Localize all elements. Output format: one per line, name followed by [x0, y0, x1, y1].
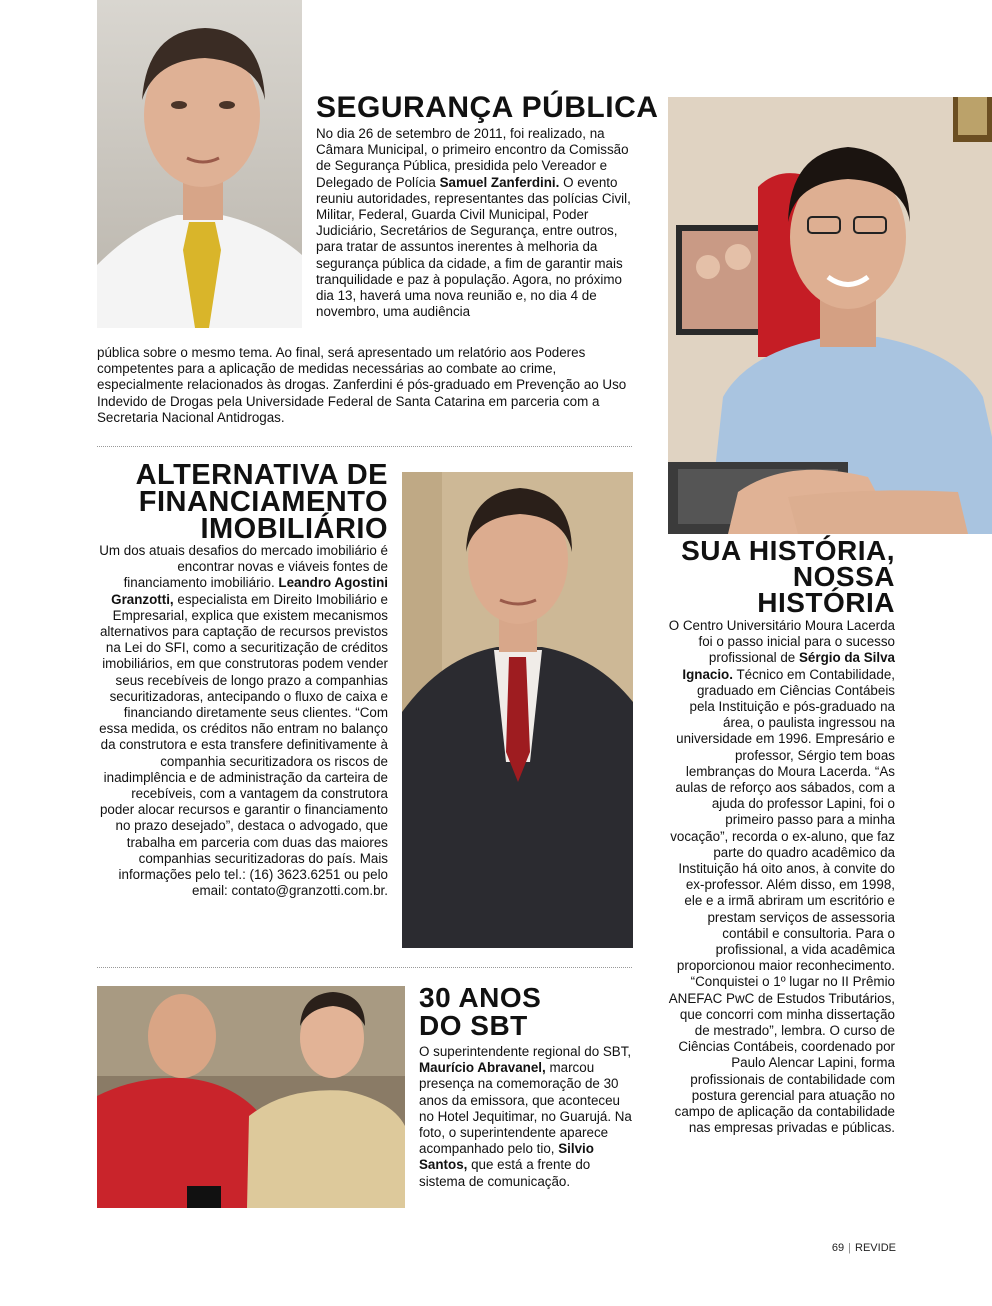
article-text: O evento reuniu autoridades, representantes das polícias Civil, Militar, Federal, Guarda Civil Municipal, Poder Judiciário, Secretários de Segurança, entre outros, para tratar de assuntos inerentes à melhoria da segurança pública da cidade, a fim de garantir mais tranquilidade e paz à população. Agora, no próximo dia 13, haverá uma nova reunião e, no dia 4 de novembro, uma audiência [316, 174, 631, 320]
section-divider [97, 967, 632, 968]
person-name-highlight: Leandro Agostini Granzotti, [111, 575, 388, 607]
article-text: O superintendente regional do SBT, [419, 1044, 632, 1059]
photo-samuel-zanferdini [97, 0, 302, 328]
article-text: marcou presença na comemoração de 30 anos da emissora, que aconteceu no Hotel Jequitimar, no Guarujá. Na foto, o superintendente aparece acompanhado pelo tio, [419, 1060, 632, 1157]
article-body-alternativa-financiamento [97, 543, 388, 899]
article-title-30-anos-sbt [419, 984, 541, 1040]
magazine-name: REVIDE [855, 1242, 896, 1254]
title-line: NOSSA [792, 561, 895, 592]
article-text: No dia 26 de setembro de 2011, foi realizado, na Câmara Municipal, o primeiro encontro da Comissão de Segurança Pública, presidida pelo Vereador e Delegado de Polícia [316, 126, 629, 190]
article-text: que está a frente do sistema de comunicação. [419, 1157, 591, 1189]
article-body-seguranca-publica-lower: pública sobre o mesmo tema. Ao final, será apresentado um relatório aos Poderes competentes para a aplicação de medidas necessárias ao combate ao crime, especialmente relacionados às drogas. Zanferdini é pós-graduado em Prevenção ao Uso Indevido de Drogas pela Universidade Federal de Santa Catarina em parceria com a Secretaria Nacional Antidrogas. [97, 345, 627, 425]
photo-sergio-silva-ignacio [668, 97, 992, 534]
title-line: FINANCIAMENTO [138, 486, 388, 518]
article-title-sua-historia [668, 535, 895, 618]
article-text: Técnico em Contabilidade, graduado em Ciências Contábeis pela Instituição e pós-graduado na área, o paulista ingressou na universidade em 1996. Empresário e professor, Sérgio tem boas lembranças do Moura Lacerda. “As aulas de reforço aos sábados, com a ajuda do professor Lapini, foi o primeiro passo para a minha vocação”, recorda o ex-aluno, que faz parte do quadro acadêmico da Instituição há oito anos, à convite do ex-professor. Além disso, em 1998, ele e a irmã abriram um escritório e prestam serviços de assessoria contábil e consultoria. Para o profissional, a vida acadêmica proporcionou maior reconhecimento. “Conquistei o 1º lugar no II Prêmio ANEFAC PwC de Estudos Tributários, que concorri com minha dissertação de mestrado”, lembra. O curso de Ciências Contábeis, coordenado por Paulo Alencar Lapini, forma profissionais de contabilidade com postura gerencial para atuação no campo de aplicação da contabilidade nas empresas privadas e públicas. [668, 666, 895, 1136]
title-line: SUA HISTÓRIA, [681, 535, 895, 566]
title-line: 30 ANOS [419, 982, 542, 1013]
article-body-30-anos-sbt [419, 1044, 633, 1190]
article-title-alternativa-financiamento [97, 459, 388, 545]
article-body-seguranca-publica-upper [316, 126, 632, 320]
article-text: especialista em Direito Imobiliário e Empresarial, explica que existem mecanismos alternativos para captação de recursos previstos na Lei do SFI, como a securitização de créditos imobiliários, em que construtoras podem vender seus recebíveis de longo prazo a companhias securitizadoras, antecipando o fluxo de caixa e financiando diretamente seus clientes. “Com essa medida, os créditos não entram no balanço da construtora e esta transfere definitivamente à companhia securitizadora os riscos de inadimplência e de administração da carteira de recebíveis, com a vantagem da construtora poder alocar recursos e garantir o financiamento no prazo desejado”, destaca o advogado, que trabalha em parceria com duas das maiores companhias securitizadoras do país. Mais informações pelo tel.: (16) 3623.6251 ou pelo email: contato@granzotti.com.br. [99, 591, 388, 899]
person-name-highlight: Samuel Zanferdini. [439, 174, 560, 190]
footer-separator: | [848, 1242, 852, 1254]
page-footer [830, 1242, 896, 1254]
title-line: IMOBILIÁRIO [200, 513, 388, 545]
article-text: O Centro Universitário Moura Lacerda foi o passo inicial para o sucesso profissional de [668, 618, 895, 666]
title-line: HISTÓRIA [757, 587, 895, 618]
photo-leandro-granzotti [402, 472, 633, 948]
article-body-sua-historia [668, 618, 895, 1137]
title-line: ALTERNATIVA DE [135, 459, 388, 491]
person-name-highlight: Sérgio da Silva Ignacio. [682, 650, 895, 682]
article-title-seguranca-publica: SEGURANÇA PÚBLICA [316, 91, 659, 124]
article-text: Um dos atuais desafios do mercado imobiliário é encontrar novas e viáveis fontes de financiamento imobiliário. [99, 543, 388, 591]
page-number: 69 [831, 1242, 845, 1254]
person-name-highlight: Silvio Santos, [419, 1141, 594, 1173]
photo-mauricio-abravanel-silvio-santos [97, 986, 405, 1208]
section-divider [97, 446, 632, 447]
person-name-highlight: Maurício Abravanel, [419, 1060, 546, 1076]
title-line: DO SBT [419, 1010, 528, 1041]
